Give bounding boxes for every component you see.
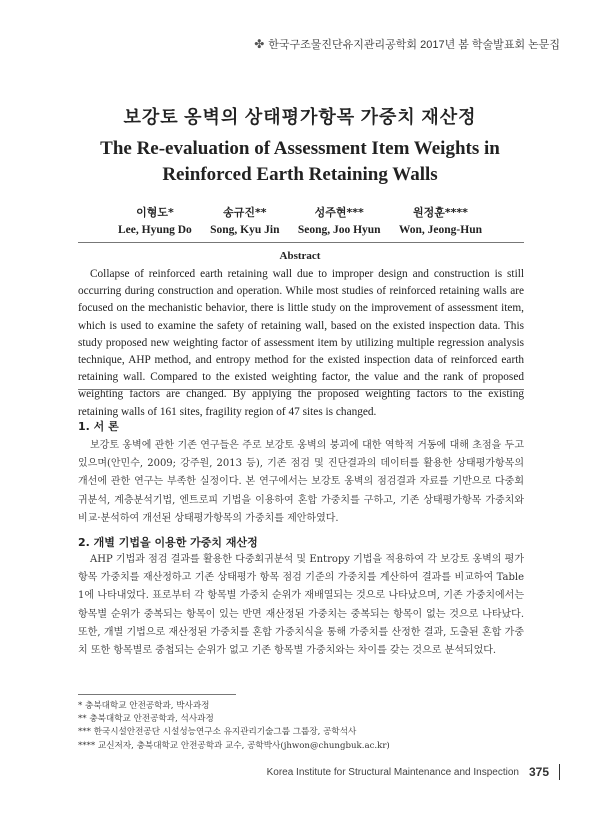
author-name-en: Seong, Joo Hyun [297, 224, 381, 236]
author [399, 204, 482, 236]
footnote: * 충북대학교 안전공학과, 박사과정 [78, 701, 210, 711]
author-name-ko: 성주현*** [314, 206, 364, 219]
author [210, 204, 279, 236]
author [118, 204, 192, 236]
abstract-heading: Abstract [279, 250, 321, 262]
footnote-divider [78, 694, 236, 695]
title-english [0, 136, 600, 188]
footnotes [78, 700, 478, 753]
footer-bar [559, 764, 560, 780]
ornament-icon: ✤ [254, 37, 265, 51]
author-name-en: Lee, Hyung Do [118, 224, 192, 236]
author-name-ko: 이형도* [136, 206, 174, 219]
section-text-method: AHP 기법과 점검 결과를 활용한 다중회귀분석 및 Entropy 기법을 적용하여 각 보강토 옹벽의 평가항목 가중치를 재산정하고 기존 상태평가 항목 점검 기준의 가중치를 계산하여 결과를 비교하여 Table 1에 나타내었다. 표로부터 각 항목별 가중치 순위가 재배열되는 것으로 나타났으며, 기존 가중치에서는 항목별 순위가 중복되는 항목이 있는 반면 재산정된 가중치는 중복되는 항목이 없는 것으로 나타났다. 또한, 개별 기법으로 재산정된 가중치를 혼합 가중치식을 통해 가중치를 산정한 결과, 도출된 혼합 가중치 또한 항목별로 중첩되는 순위가 없고 기존 항목별 가중치와는 차이를 갖는 것으로 분석되었다. [78, 554, 524, 657]
page-number: 375 [528, 765, 549, 779]
author-name-en: Song, Kyu Jin [210, 224, 280, 236]
author-name-ko: 원정훈**** [413, 206, 468, 219]
footnote: **** 교신저자, 충북대학교 안전공학과 교수, 공학박사(jhwon@chungbuk.ac.kr) [78, 740, 390, 751]
footer-organization: Korea Institute for Structural Maintenance and Inspection [266, 766, 519, 778]
title-english-line-1: The Re-evaluation of Assessment Item Weights in [100, 138, 500, 159]
title-korean: 보강토 옹벽의 상태평가항목 가중치 재산정 [123, 107, 477, 127]
author-list [118, 204, 482, 236]
footnote: ** 충북대학교 안전공학과, 석사과정 [78, 714, 214, 725]
section-heading-introduction: 1. 서 론 [78, 420, 119, 433]
author-name-ko: 송규진** [223, 206, 267, 219]
divider [78, 242, 524, 243]
header-text: 한국구조물진단유지관리공학회 2017년 봄 학술발표회 논문집 [268, 39, 560, 51]
section-heading-method: 2. 개별 기법을 이용한 가중치 재산정 [78, 536, 258, 549]
author-name-en: Won, Jeong-Hun [398, 224, 482, 236]
section-text-introduction: 보강토 옹벽에 관한 기존 연구들은 주로 보강토 옹벽의 붕괴에 대한 역학적 거동에 대해 초점을 두고 있으며(안민수, 2009; 강주원, 2013 등), 기존 점검 및 진단결과의 데이터를 활용한 상태평가항목의 개선에 관한 연구는 부족한 실정이다. 본 연구에서는 보강토 옹벽의 점검결과 자료를 기반으로 다중회귀분석, 계층분석기법, 엔트로피 기법을 이용하여 혼합 가중치를 구하고, 기존 상태평가항목 가중치와 비교·분석하여 개선된 상태평가항목의 가중치를 제안하였다. [78, 440, 524, 524]
abstract-text: Collapse of reinforced earth retaining wall due to improper design and construction is still occurring during construction and operation. While most studies of reinforced retaining walls are focused on the mechanistic behavior, there is little study on the improvement of assessment item, which is used to examine the safety of retaining wall, based on the existed inspection data. This study proposed new weighting factor of assessment item by utilizing multiple regression analysis technique, AHP method, and entropy method for the existed inspection data of reinforced earth retaining wall. Compared to the existed weighting factor, the value and the rank of proposed weighting factors are changed. By applying the proposed weighting factors to the existing retaining walls of 161 sites, fragility region of 47 sites is changed. [78, 268, 524, 418]
footnote: *** 한국시설안전공단 시설성능연구소 유지관리기술그룹 그룹장, 공학석사 [78, 727, 357, 738]
running-header [254, 36, 560, 52]
title-english-line-2: Reinforced Earth Retaining Walls [162, 164, 438, 185]
page-footer [267, 764, 560, 780]
divider [78, 389, 524, 390]
author [298, 204, 381, 236]
